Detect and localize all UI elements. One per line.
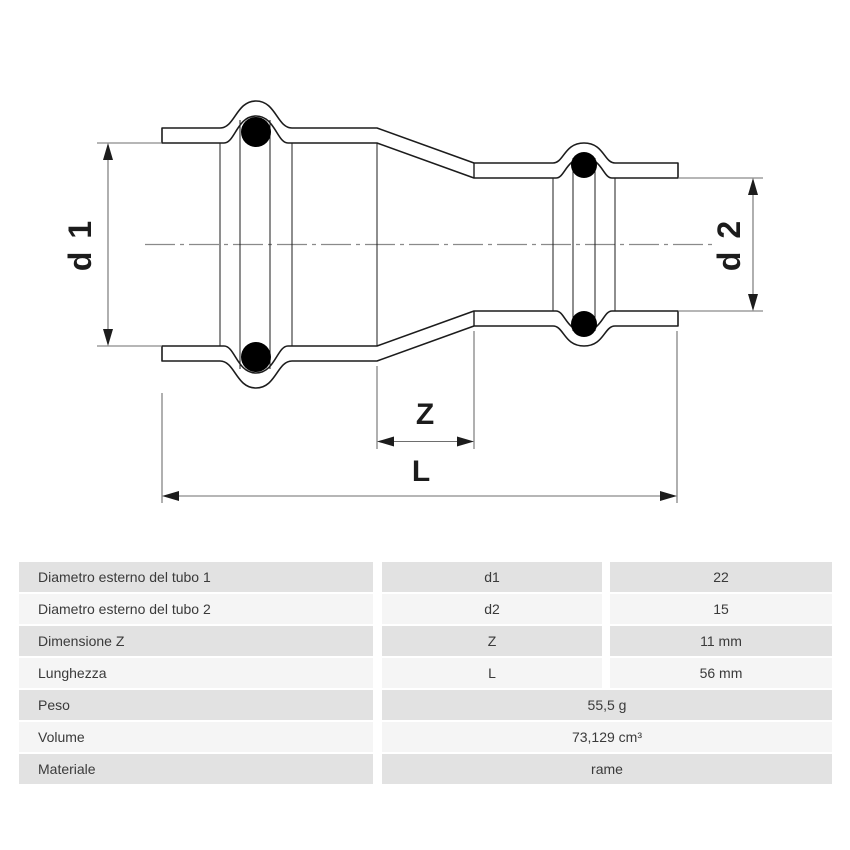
row-value: 15 — [610, 594, 832, 624]
d2-arrow-up — [748, 178, 758, 195]
row-merged-value: 73,129 cm³ — [382, 722, 832, 752]
row-label: Lunghezza — [19, 658, 373, 688]
table-row — [19, 690, 832, 720]
row-label: Diametro esterno del tubo 1 — [19, 562, 373, 592]
row-value: 11 mm — [610, 626, 832, 656]
oring-small-top — [571, 152, 597, 178]
row-symbol: L — [382, 658, 602, 688]
row-label: Peso — [19, 690, 373, 720]
l-arrow-right — [660, 491, 677, 501]
row-symbol: Z — [382, 626, 602, 656]
table-row — [19, 658, 832, 688]
row-value: 22 — [610, 562, 832, 592]
table-row — [19, 562, 832, 592]
table-row — [19, 626, 832, 656]
oring-large-top — [241, 117, 271, 147]
z-dimension — [377, 331, 474, 449]
spec-table — [19, 562, 832, 786]
table-row — [19, 594, 832, 624]
d1-dimension-label: d 1 — [62, 218, 98, 272]
d2-arrow-down — [748, 294, 758, 311]
l-dimension-label: L — [411, 455, 431, 488]
row-symbol: d2 — [382, 594, 602, 624]
row-label: Diametro esterno del tubo 2 — [19, 594, 373, 624]
table-row — [19, 722, 832, 752]
l-arrow-left — [162, 491, 179, 501]
row-value: 56 mm — [610, 658, 832, 688]
z-arrow-left — [377, 437, 394, 447]
row-merged-value: 55,5 g — [382, 690, 832, 720]
oring-small-bottom — [571, 311, 597, 337]
d2-dimension-label: d 2 — [711, 218, 747, 272]
upper-wall-cross-section — [162, 101, 678, 178]
lower-wall-cross-section — [162, 311, 678, 388]
row-label: Volume — [19, 722, 373, 752]
table-row — [19, 754, 832, 784]
row-label: Dimensione Z — [19, 626, 373, 656]
row-symbol: d1 — [382, 562, 602, 592]
row-label: Materiale — [19, 754, 373, 784]
z-dimension-label: Z — [415, 398, 435, 431]
d1-arrow-down — [103, 329, 113, 346]
oring-large-bottom — [241, 342, 271, 372]
row-merged-value: rame — [382, 754, 832, 784]
z-arrow-right — [457, 437, 474, 447]
d1-arrow-up — [103, 143, 113, 160]
